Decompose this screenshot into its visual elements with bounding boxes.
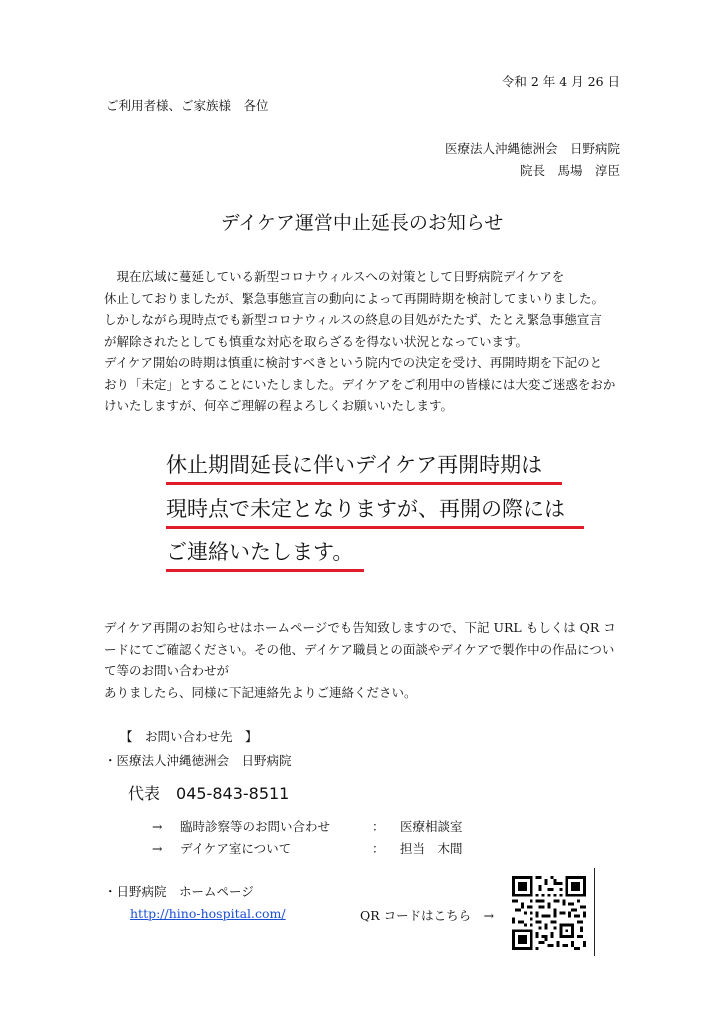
highlight-line-3 [166,538,353,566]
highlight-text: 休止期間延長に伴いデイケア再開時期は [166,453,543,477]
paragraph-line: ありましたら、同様に下記連絡先よりご連絡ください。 [104,684,417,700]
route-topic: 臨時診察等のお問い合わせ [180,819,331,834]
addressee: ご利用者様、ご家族様 各位 [106,98,269,113]
contact-route-row [152,839,463,857]
route-destination: 医療相談室 [400,819,463,834]
qr-code-label: QR コードはこちら → [360,908,495,923]
paragraph-line: 休止しておりましたが、緊急事態宣言の動向によって再開時期を検討してまいりました。 [104,290,605,306]
paragraph-line: おり「未定」とすることにいたしました。デイケアをご利用中の皆様には大変ご迷惑をおか [104,376,616,392]
body-paragraph-1 [104,266,624,417]
paragraph-line: ードにてご確認ください。その他、デイケア職員との面談やデイケアで製作中の作品につい [104,641,615,657]
paragraph-line: 現在広域に蔓延している新型コロナウィルスへの対策として日野病院デイケアを [104,269,565,284]
route-separator: ： [372,819,385,834]
red-underline [166,482,562,485]
paragraph-line: しかしながら現時点でも新型コロナウィルスの終息の目処がたたず、たとえ緊急事態宣言 [104,312,602,327]
highlight-text: 現時点で未定となりますが、再開の際には [166,497,565,521]
paragraph-line: けいたしますが、何卒ご理解の程よろしくお願いいたします。 [104,398,454,413]
highlight-line-2 [166,495,565,523]
highlight-text: ご連絡いたします。 [166,540,354,564]
homepage-heading: ・日野病院 ホームページ [104,884,254,899]
highlight-line-1 [166,451,542,479]
phone-label: 代表 [128,784,161,803]
red-underline [166,526,584,529]
route-destination: 担当 木間 [400,841,463,856]
page-title: デイケア運営中止延長のお知らせ [220,212,504,234]
letter-date: 令和 2 年 4 月 26 日 [501,74,620,89]
phone-number[interactable]: 045-843-8511 [176,784,290,803]
vertical-divider [594,868,595,956]
body-paragraph-2 [104,617,624,703]
phone-row [128,781,289,804]
route-topic: デイケア室について [180,841,292,856]
contact-heading: 【 お問い合わせ先 】 [120,729,258,744]
paragraph-line: デイケア開始の時期は慎重に検討すべきという院内での決定を受け、再開時期を下記のと [104,355,603,370]
paragraph-line: が解除されたとしても慎重な対応を取らざるを得ない状況となっています。 [104,333,529,349]
contact-route-row [152,817,463,835]
arrow-right-icon: → [152,819,163,834]
sender-director: 院長 馬場 淳臣 [519,163,620,178]
homepage-link[interactable]: http://hino-hospital.com/ [130,906,286,921]
paragraph-line: て等のお問い合わせが [104,663,230,678]
route-separator: ： [372,841,385,856]
qr-code-icon[interactable] [512,876,586,950]
red-underline [166,569,364,572]
sender-organization: 医療法人沖縄徳洲会 日野病院 [444,141,620,156]
arrow-right-icon: → [152,841,163,856]
contact-organization: ・医療法人沖縄徳洲会 日野病院 [104,753,292,768]
paragraph-line: デイケア再開のお知らせはホームページでも告知致しますので、下記 URL もしくは QR コ [104,620,616,635]
